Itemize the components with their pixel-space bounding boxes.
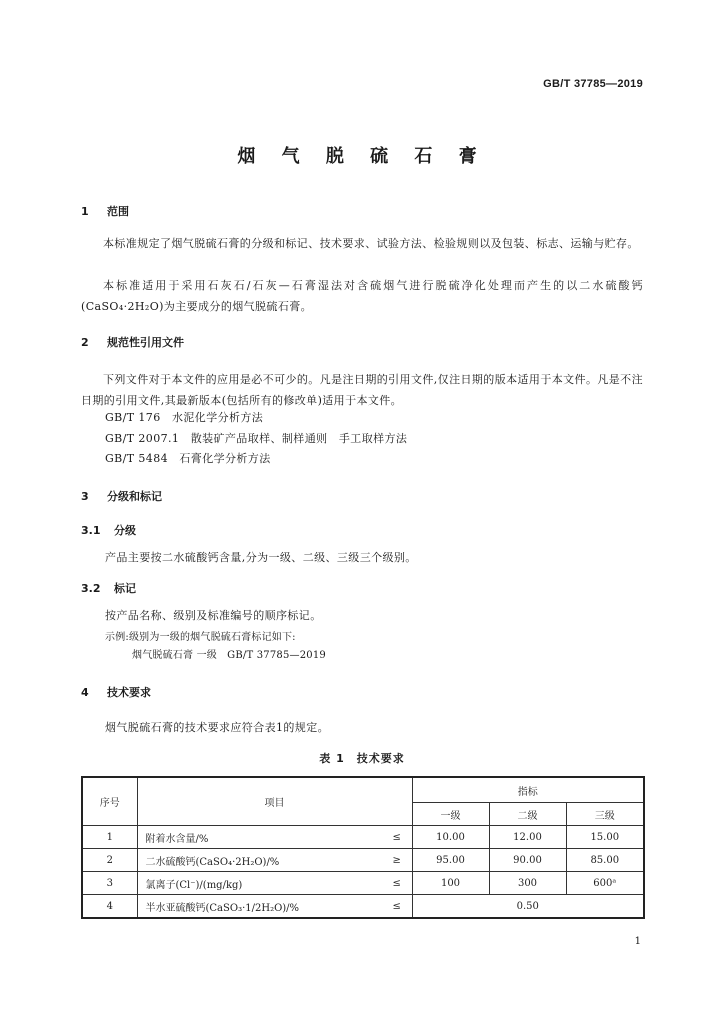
header-grade-1: 一级 [412,803,489,826]
section-1-heading [81,203,129,219]
cell-grade-1: 95.00 [412,849,489,872]
reference-item: GB/T 5484 石膏化学分析方法 [105,452,271,465]
cell-no: 1 [82,826,137,849]
section-number: 2 [81,336,89,349]
section-3-2-heading [81,580,136,596]
section-title: 规范性引用文件 [107,336,184,349]
cell-symbol: ≤ [382,872,412,895]
section-3-heading [81,488,162,504]
reference-item: GB/T 176 水泥化学分析方法 [105,411,264,424]
marking-example-label: 示例:级别为一级的烟气脱硫石膏标记如下: [105,632,296,643]
section-title: 分级 [114,524,136,537]
cell-item: 氯离子(Cl⁻)/(mg/kg) [137,872,382,895]
header-grade-2: 二级 [489,803,566,826]
cell-no: 4 [82,895,137,919]
table-row [82,872,644,895]
section-number: 4 [81,686,89,699]
section-number: 3 [81,490,89,503]
cell-grade-1: 100 [412,872,489,895]
scope-paragraph-2: 本标准适用于采用石灰石/石灰—石膏湿法对含硫烟气进行脱硫净化处理而产生的以二水硫酸钙(CaSO₄·2H₂O)为主要成分的烟气脱硫石膏。 [81,279,643,313]
cell-all-grades: 0.50 [412,895,644,919]
header-index: 指标 [412,777,644,803]
table-row [82,895,644,919]
reference-item: GB/T 2007.1 散装矿产品取样、制样通则 手工取样方法 [105,432,408,445]
cell-grade-1: 10.00 [412,826,489,849]
cell-grade-3: 600ᵃ [566,872,644,895]
technical-requirements-paragraph: 烟气脱硫石膏的技术要求应符合表1的规定。 [105,721,329,734]
table-row [82,826,644,849]
normative-references-paragraph: 下列文件对于本文件的应用是必不可少的。凡是注日期的引用文件,仅注日期的版本适用于本文件。凡是不注日期的引用文件,其最新版本(包括所有的修改单)适用于本文件。 [81,373,643,407]
cell-grade-3: 85.00 [566,849,644,872]
technical-requirements-table [81,776,645,919]
marking-example: 烟气脱硫石膏 一级 GB/T 37785—2019 [132,650,326,661]
page-number: 1 [634,936,641,947]
cell-no: 3 [82,872,137,895]
scope-paragraph-1: 本标准规定了烟气脱硫石膏的分级和标记、技术要求、试验方法、检验规则以及包装、标志、运输与贮存。 [103,237,639,250]
section-title: 分级和标记 [107,490,162,503]
cell-item: 半水亚硫酸钙(CaSO₃·1/2H₂O)/% [137,895,382,919]
section-3-1-heading [81,522,136,538]
cell-item: 附着水含量/% [137,826,382,849]
header-no: 序号 [82,777,137,826]
cell-grade-3: 15.00 [566,826,644,849]
header-grade-3: 三级 [566,803,644,826]
cell-item: 二水硫酸钙(CaSO₄·2H₂O)/% [137,849,382,872]
section-title: 范围 [107,205,129,218]
section-2-heading [81,334,184,350]
table-row [82,849,644,872]
cell-grade-2: 300 [489,872,566,895]
cell-grade-2: 12.00 [489,826,566,849]
cell-no: 2 [82,849,137,872]
section-title: 标记 [114,582,136,595]
cell-symbol: ≤ [382,895,412,919]
section-number: 3.2 [81,582,101,595]
cell-symbol: ≤ [382,826,412,849]
standard-number: GB/T 37785—2019 [543,78,643,90]
section-number: 3.1 [81,524,101,537]
cell-grade-2: 90.00 [489,849,566,872]
document-title: 烟 气 脱 硫 石 膏 [237,146,487,167]
marking-paragraph: 按产品名称、级别及标准编号的顺序标记。 [105,609,322,622]
table-title: 表 1 技术要求 [319,752,405,765]
section-title: 技术要求 [107,686,151,699]
section-4-heading [81,684,151,700]
header-item: 项目 [137,777,412,826]
section-number: 1 [81,205,89,218]
grading-paragraph: 产品主要按二水硫酸钙含量,分为一级、二级、三级三个级别。 [105,551,417,564]
cell-symbol: ≥ [382,849,412,872]
